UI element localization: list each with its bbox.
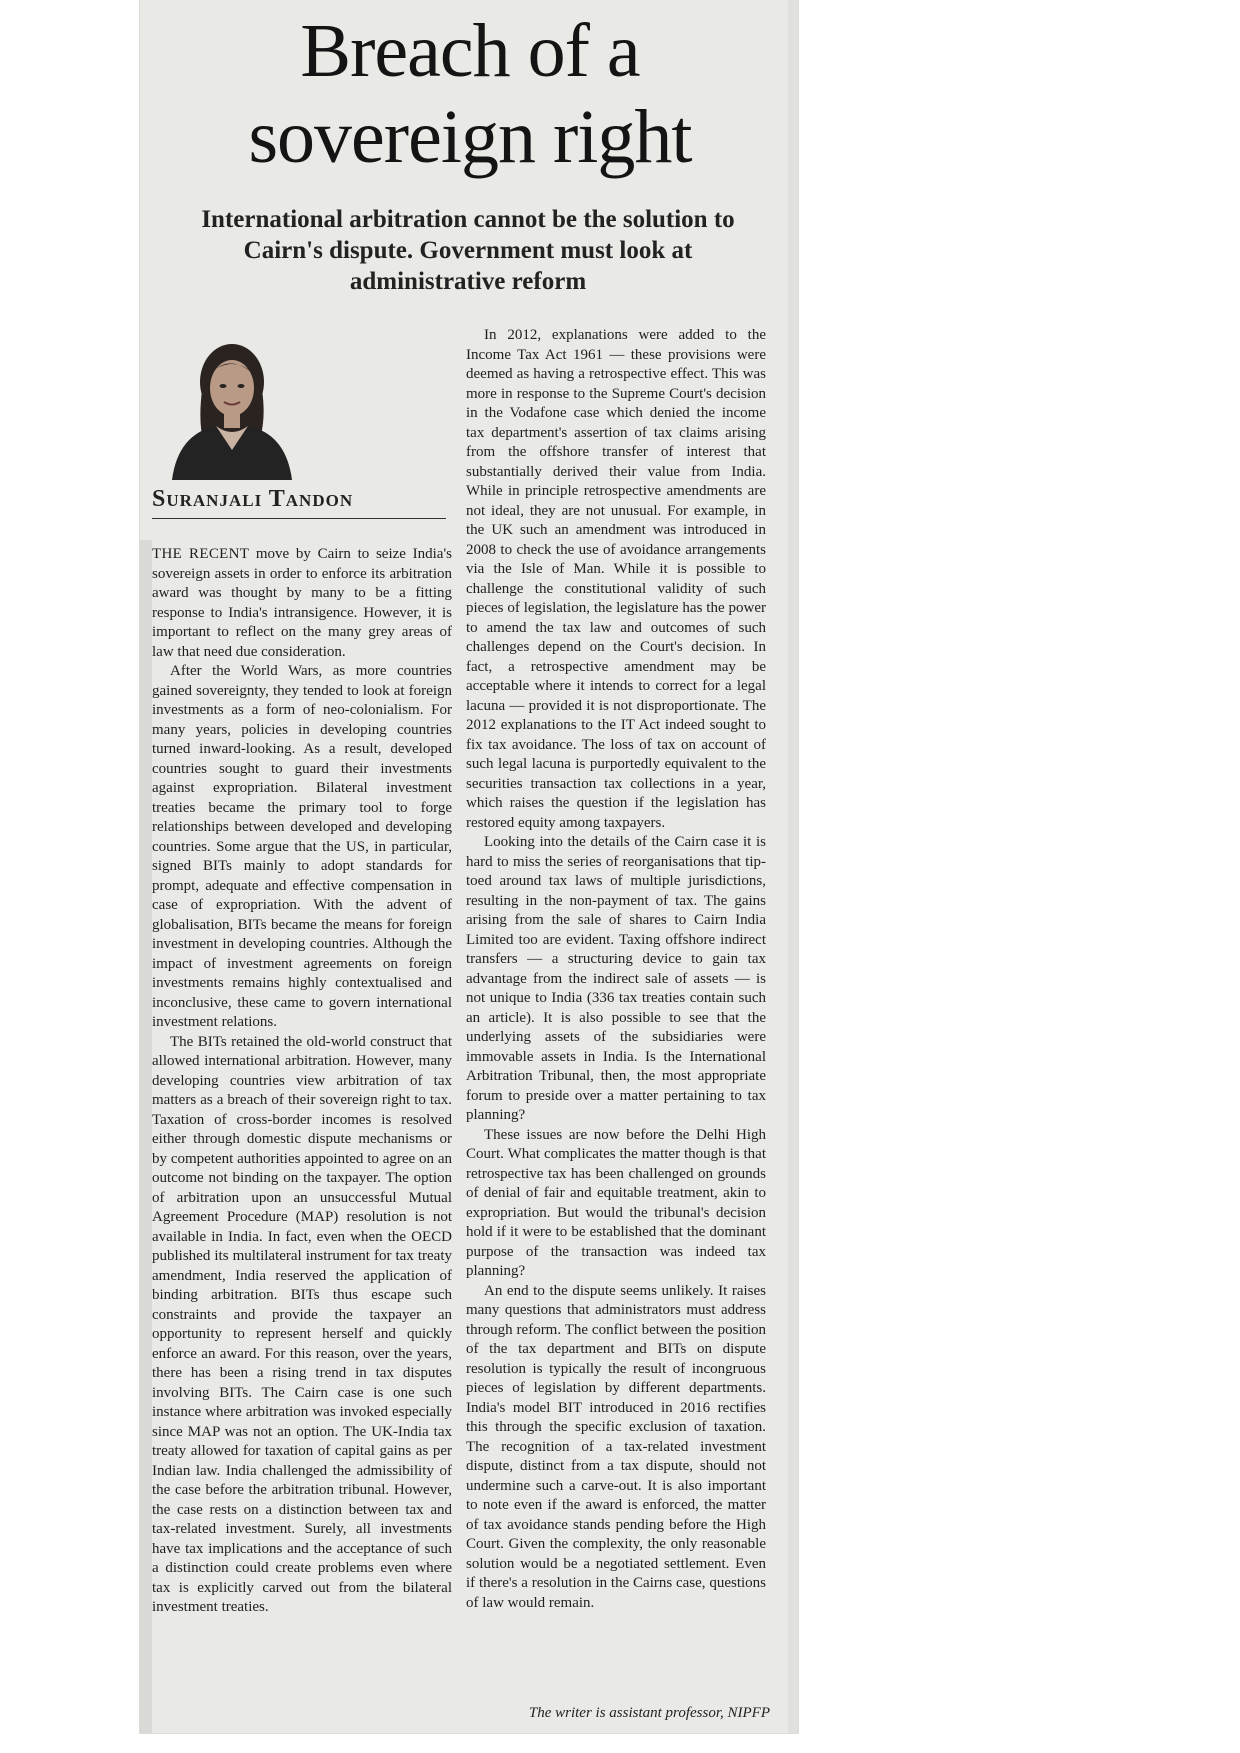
article-column-left [152, 545, 452, 1618]
author-portrait-icon [150, 330, 310, 480]
paragraph-6: These issues are now before the Delhi High Court. What complicates the matter though is that retrospective tax has been challenged on grounds of denial of fair and equitable treatment, akin to expropriation. But would the tribunal's decision hold if it were to be established that the dominant purpose of the transaction was indeed tax planning? [466, 1126, 766, 1279]
clipping-edge-right [788, 0, 798, 1733]
paragraph-4: In 2012, explanations were added to the Income Tax Act 1961 — these provisions were deemed as having a retrospective effect. This was more in response to the Supreme Court's decision in the Vodafone case which denied the income tax department's assertion of tax claims arising from the offshore transfer of interest that substantially derived their value from India. While in principle retrospective amendments are not ideal, they are not unusual. For example, in the UK such an amendment was introduced in 2008 to check the use of avoidance arrangements via the Isle of Man. While it is possible to challenge the constitutional validity of such pieces of legislation, the legislature has the power to amend the tax law and outcomes of such challenges depend on the Court's decision. In fact, a retrospective amendment may be acceptable where it intends to correct for a legal lacuna — provided it is not disproportionate. The 2012 explanations to the IT Act indeed sought to fix tax avoidance. The loss of tax on account of such legal lacuna is purportedly equivalent to the securities transaction tax collections in a year, which raises the question if the legislation has restored equity among taxpayers. [466, 327, 766, 831]
author-byline: Suranjali Tandon [152, 486, 446, 519]
lead-words: THE RECENT [152, 546, 250, 562]
clipping-edge-left [140, 540, 152, 1733]
article-column-right [466, 326, 766, 1613]
paragraph-3: The BITs retained the old-world construct that allowed international arbitration. However, many developing countries view arbitration of tax matters as a breach of their sovereign right to tax. Taxation of cross-border incomes is resolved either through domestic dispute mechanisms or by competent authorities appointed to agree on an outcome not binding on the taxpayer. The option of arbitration upon an unsuccessful Mutual Agreement Procedure (MAP) resolution is not available in India. In fact, even when the OECD published its multilateral instrument for tax treaty amendment, India reserved the application of binding arbitration. BITs thus escape such constraints and provide the taxpayer an opportunity to represent herself and quickly enforce an award. For this reason, over the years, there has been a rising trend in tax disputes involving BITs. The Cairn case is one such instance where arbitration was invoked especially since MAP was not an option. The UK-India tax treaty allowed for taxation of capital gains as per Indian law. India challenged the admissibility of the case before the arbitration tribunal. However, the case rests on a distinction between tax and tax-related investment. Surely, all investments have tax implications and the acceptance of such a distinction could create problems even where tax is explicitly carved out from the bilateral investment treaties. [152, 1033, 452, 1615]
author-photo [150, 330, 310, 480]
paragraph-2: After the World Wars, as more countries gained sovereignty, they tended to look at foreign investments as a form of neo-colonialism. For many years, policies in developing countries turned inward-looking. As a result, developed countries sought to guard their investments against expropriation. Bilateral investment treaties became the primary tool to forge relationships between developed and developing countries. Some argue that the US, in particular, signed BITs mainly to adopt standards for prompt, adequate and effective compensation in case of expropriation. With the advent of globalisation, BITs became the means for foreign investment in developing countries. Although the impact of investment agreements on foreign investments remains highly contextualised and inconclusive, these came to govern international investment relations. [152, 663, 452, 1030]
paragraph-1-text: move by Cairn to seize India's sovereign assets in order to enforce its arbitration award was thought by many to be a fitting response to India's intransigence. However, it is important to reflect on the many grey areas of law that need due consideration. [152, 546, 452, 660]
headline: Breach of a sovereign right [248, 9, 692, 179]
paragraph-5: Looking into the details of the Cairn case it is hard to miss the series of reorganisations that tip-toed around tax laws of multiple jurisdictions, resulting in the non-payment of tax. The gains arising from the sale of shares to Cairn India Limited too are evident. Taxing offshore indirect transfers — a structuring device to gain tax advantage from the indirect sale of assets — is not unique to India (336 tax treaties contain such an article). It is also possible to see that the underlying assets of the subsidiaries were immovable assets in India. Is the International Arbitration Tribunal, then, the most appropriate forum to preside over a matter pertaining to tax planning? [466, 834, 766, 1123]
paragraph-7: An end to the dispute seems unlikely. It raises many questions that administrators must address through reform. The conflict between the position of the tax department and BITs on dispute resolution is typically the result of incongruous pieces of legislation by different departments. India's model BIT introduced in 2016 rectifies this through the specific exclusion of taxation. The recognition of a tax-related investment dispute, distinct from a tax dispute, should not undermine such a carve-out. It is also important to note even if the award is enforced, the matter of tax avoidance stands pending before the High Court. Given the complexity, the only reasonable solution would be a negotiated settlement. Even if there's a resolution in the Cairns case, questions of law would remain. [466, 1282, 766, 1611]
writer-note: The writer is assistant professor, NIPFP [528, 1705, 770, 1721]
deck-subheadline: International arbitration cannot be the solution to Cairn's dispute. Government must look at administrative reform [201, 206, 735, 295]
paragraph-1 [152, 545, 452, 662]
